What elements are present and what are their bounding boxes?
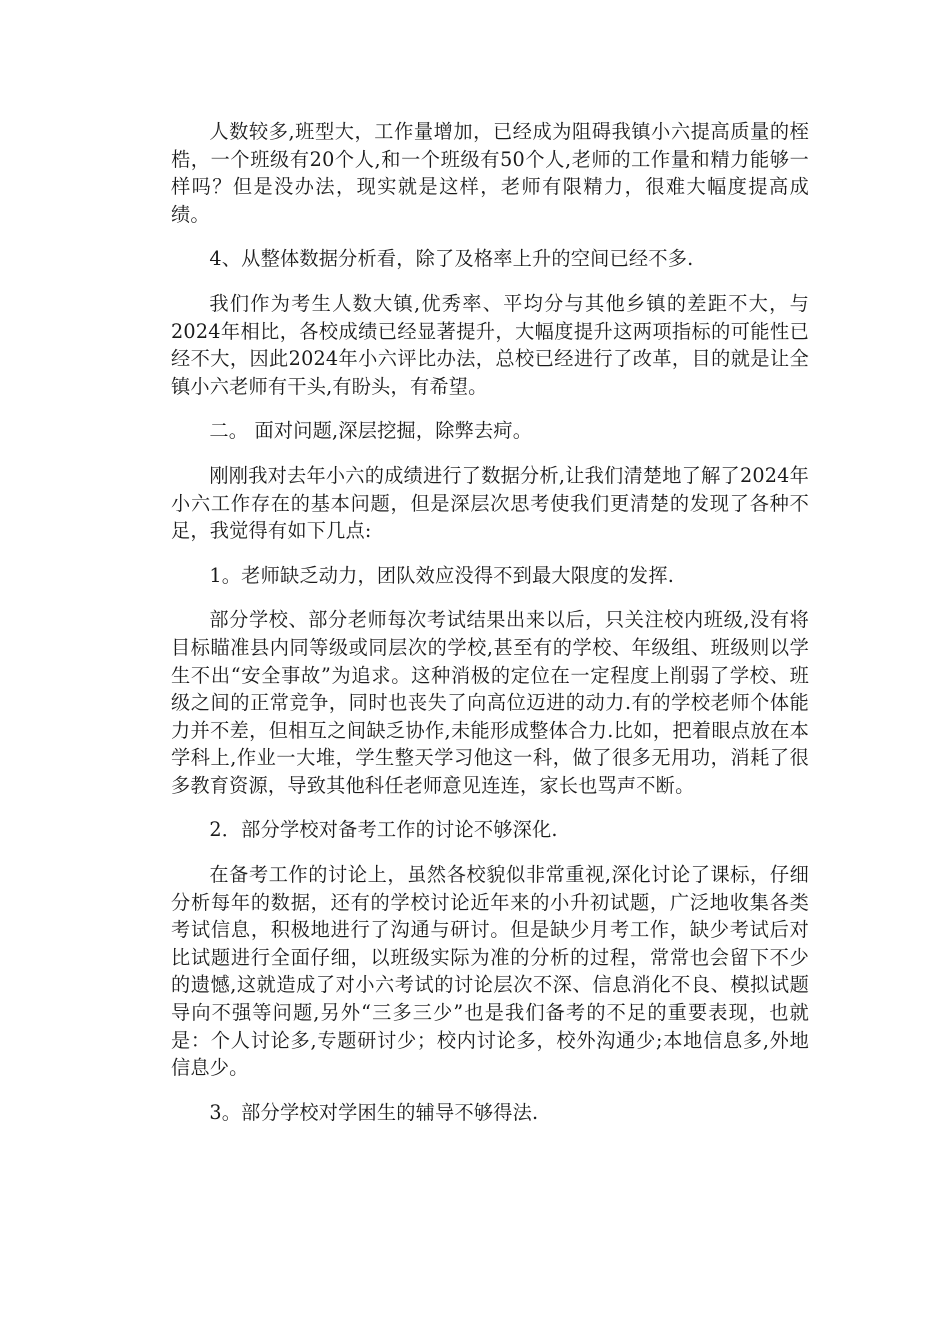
- paragraph-analysis-intro: 刚刚我对去年小六的成绩进行了数据分析,让我们清楚地了解了2024年小六工作存在的基本问题，但是深层次思考使我们更清楚的发现了各种不足，我觉得有如下几点:: [171, 463, 809, 543]
- paragraph-point-2-body: 在备考工作的讨论上，虽然各校貌似非常重视,深化讨论了课标，仔细分析每年的数据，还有的学校讨论近年来的小升初试题，广泛地收集各类考试信息，积极地进行了沟通与研讨。但是缺少月考工作，缺少考试后对比试题进行全面仔细，以班级实际为准的分析的过程，常常也会留下不少的遗憾,这就造成了对小六考试的讨论层次不深、信息消化不良、模拟试题导向不强等问题,另外“三多三少”也是我们备考的不足的重要表现，也就是：个人讨论多,专题研讨少；校内讨论多，校外沟通少;本地信息多,外地信息少。: [171, 863, 809, 1080]
- paragraph-point-1-heading: 1。老师缺乏动力，团队效应没得不到最大限度的发挥.: [209, 563, 675, 587]
- document-body: [171, 118, 809, 1143]
- paragraph-point-4-heading: 4、从整体数据分析看，除了及格率上升的空间已经不多.: [209, 247, 694, 271]
- paragraph-point-3-heading: 3。部分学校对学困生的辅导不够得法.: [209, 1100, 539, 1124]
- paragraph-class-size: 人数较多,班型大，工作量增加，已经成为阻碍我镇小六提高质量的桎梏，一个班级有20个人,和一个班级有50个人,老师的工作量和精力能够一样吗？但是没办法，现实就是这样，老师有限精力，很难大幅度提高成绩。: [171, 120, 809, 226]
- section-heading-two: 二。 面对问题,深层挖掘，除弊去疴。: [209, 419, 533, 443]
- paragraph-point-2-heading: 2．部分学校对备考工作的讨论不够深化.: [209, 818, 558, 842]
- paragraph-point-4-body: 我们作为考生人数大镇,优秀率、平均分与其他乡镇的差距不大，与2024年相比，各校成绩已经显著提升，大幅度提升这两项指标的可能性已经不大，因此2024年小六评比办法，总校已经进行了改革，目的就是让全镇小六老师有干头,有盼头，有希望。: [171, 291, 809, 398]
- paragraph-point-1-body: 部分学校、部分老师每次考试结果出来以后，只关注校内班级,没有将目标瞄准县内同等级或同层次的学校,甚至有的学校、年级组、班级则以学生不出“安全事故”为追求。这种消极的定位在一定程度上削弱了学校、班级之间的正常竞争，同时也丧失了向高位迈进的动力.有的学校老师个体能力并不差，但相互之间缺乏协作,未能形成整体合力.比如，把着眼点放在本学科上,作业一大堆，学生整天学习他这一科，做了很多无用功，消耗了很多教育资源，导致其他科任老师意见连连，家长也骂声不断。: [171, 608, 809, 797]
